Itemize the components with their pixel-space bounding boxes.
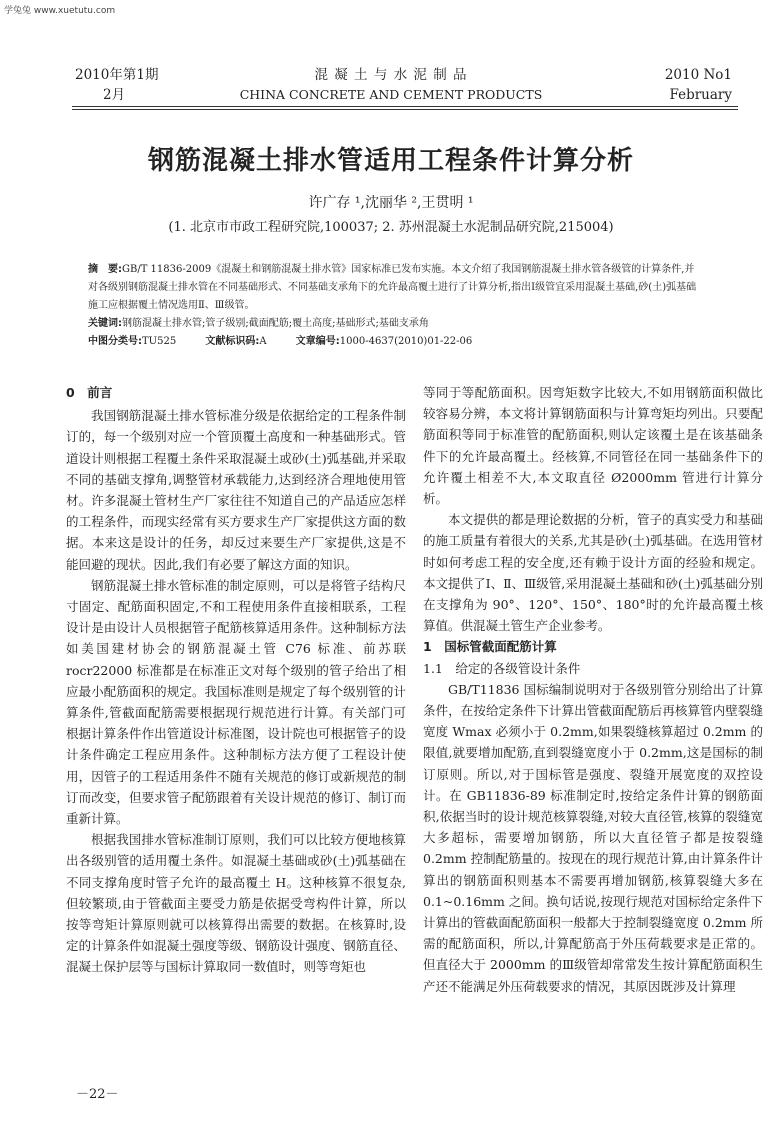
- paragraph: 本文提供的都是理论数据的分析，管子的真实受力和基础的施工质量有着很大的关系,尤其是砂(土)弧基础。在选用管材时如何考虑工程的安全度,还有赖于设计方面的经验和规定。本文提供了Ⅰ、Ⅱ、Ⅲ级管,采用混凝土基础和砂(土)弧基础分别在支撑角为 90°、120°、150°、180°时的允许最高覆土核算值。供混凝土管生产企业参考。: [423, 512, 763, 634]
- document-code: 文献标识码:A: [205, 336, 267, 347]
- abstract: [88, 261, 700, 315]
- article-number: 文章编号:1000-4637(2010)01-22-06: [295, 336, 473, 347]
- abstract-text: GB/T 11836-2009《混凝土和钢筋混凝土排水管》国家标准已发布实施。本文介绍了我国钢筋混凝土排水管各级管的计算条件,并对各级别钢筋混凝土排水管在不同基础形式、不同基础支承角下的允许最高覆土进行了计算分析,指出Ⅰ级管宜采用混凝土基础,砂(土)弧基础施工应根据覆土情况选用Ⅱ、Ⅲ级管。: [88, 264, 697, 311]
- journal-name-cn: 混 凝 土 与 水 泥 制 品: [314, 67, 468, 83]
- issue-info-en: [665, 65, 732, 105]
- header-rule-bottom: [72, 109, 738, 110]
- issue-no-en: 2010 No1: [664, 67, 732, 83]
- paragraph: GB/T11836 国标编制说明对于各级别管分别给出了计算条件，在按给定条件下计算出管截面配筋后再核算管内壁裂缝宽度 Wmax 必须小于 0.2mm,如果裂缝核算超过 0.2mm 的限值,就要增加配筋,直到裂缝宽度小于 0.2mm,这是国标的制订原则。所以,对于国标管是强度、裂缝开展宽度的双控设计。在 GB11836-89 标准制定时,按给定条件计算的钢筋面积,依据当时的设计规范核算裂缝,对较大直径管,核算的裂缝宽大多超标，需要增加钢筋，所以大直径管子都是按裂缝 0.2mm 控制配筋量的。按现在的现行规范计算,由计算条件计算出的钢筋面积则基本不需要再增加钢筋,核算裂缝大多在 0.1~0.16mm 之间。换句话说,按现行规范对国标给定条件下计算出的管截面配筋面积一般都大于控制裂缝宽度 0.2mm 所需的配筋面积，所以,计算配筋高于外压荷载要求是正常的。但直径大于 2000mm 的Ⅲ级管却常常发生按计算配筋面积生产还不能满足外压荷载要求的情况，其原因既涉及计算理: [423, 681, 763, 994]
- keywords-text: 钢筋混凝土排水管;管子级别;截面配筋;覆土高度;基础形式;基础支承角: [122, 318, 429, 329]
- paragraph: 根据我国排水管标准制订原则，我们可以比较方便地核算出各级别管的适用覆土条件。如混凝土基础或砂(土)弧基础在不同支撑角度时管子允许的最高覆土 H。这种核算不很复杂,但较繁琐,由于管截面主要受力筋是依据受弯构件计算，所以按等弯矩计算原则就可以核算得出需要的数据。在核算时,设定的计算条件如混凝土强度等级、钢筋设计强度、钢筋直径、混凝土保护层等与国标计算取同一数值时，则等弯矩也: [66, 832, 406, 975]
- issue-year: 2010年第1期: [75, 67, 159, 83]
- section-heading: 0 前言: [66, 385, 113, 400]
- paper-title: 钢筋混凝土排水管适用工程条件计算分析: [147, 146, 634, 176]
- abstract-block: [88, 261, 700, 351]
- author-list: 许广存 ¹,沈丽华 ²,王贯明 ¹: [308, 195, 474, 211]
- paragraph: 我国钢筋混凝土排水管标准分级是依据给定的工程条件制订的，每一个级别对应一个管顶覆土高度和一种基础形式。管道设计则根据工程覆土条件采取混凝土或砂(土)弧基础,并采取不同的基础支撑角,调整管材承载能力,达到经济合理地使用管材。许多混凝土管材生产厂家往往不知道自己的产品适应怎样的工程条件，而现实经常有买方要求生产厂家提供这方面的数据。本来这是设计的任务，却反过来要生产厂家提供,这是不能回避的现状。因此,我们有必要了解这方面的知识。: [66, 408, 406, 572]
- body-column-right: [423, 382, 763, 997]
- abstract-label: 摘 要:: [88, 264, 122, 275]
- issue-month-en: February: [669, 87, 732, 103]
- page-number: －22－: [76, 1087, 119, 1102]
- watermark-text: 学兔兔 www.xuetutu.com: [4, 6, 116, 16]
- classification-line: [88, 333, 700, 351]
- clc-code: 中图分类号:TU525: [88, 336, 177, 347]
- keywords-label: 关键词:: [88, 318, 122, 329]
- paragraph: 钢筋混凝土排水管标准的制定原则，可以是将管子结构尺寸固定、配筋面积固定,不和工程使用条件直接相联系，工程设计是由设计人员根据管子配筋核算适用条件。这种制标方法如美国建材协会的钢筋混凝土管 C76 标准、前苏联 rocr22000 标准都是在标准正文对每个级别的管子给出了相应最小配筋面积的规定。我国标准则是规定了每个级别管的计算条件,管截面配筋需要根据现行规范进行计算。有关部门可根据计算条件作出管道设计标准图，设计院也可根据管子的设计条件确定工程应用条件。这种制标方法方便了工程设计使用，因管子的工程适用条件不随有关规范的修订或新规范的制订而改变，但要求管子配筋跟着有关设计规范的修订、制订而重新计算。: [66, 577, 406, 827]
- header-rule-top: [72, 106, 738, 107]
- subsection-heading: 1.1 给定的各级管设计条件: [423, 660, 581, 676]
- section-heading: 1 国标管截面配筋计算: [423, 639, 557, 655]
- affiliations: (1. 北京市市政工程研究院,100037; 2. 苏州混凝土水泥制品研究院,215004): [168, 220, 614, 235]
- issue-month: 2月: [103, 87, 126, 103]
- body-column-left: [66, 382, 406, 978]
- paragraph: 等同于等配筋面积。因弯矩数字比较大,不如用钢筋面积做比较容易分辨，本文将计算钢筋面积与计算弯矩均列出。只要配筋面积等同于标准管的配筋面积,则认定该覆土是在该基础条件下的允许最高覆土。经核算,不同管径在同一基础条件下的允许覆土相差不大,本文取直径 Ø2000mm 管进行计算分析。: [423, 385, 763, 507]
- journal-name-en: CHINA CONCRETE AND CEMENT PRODUCTS: [239, 87, 543, 102]
- keywords: [88, 315, 700, 333]
